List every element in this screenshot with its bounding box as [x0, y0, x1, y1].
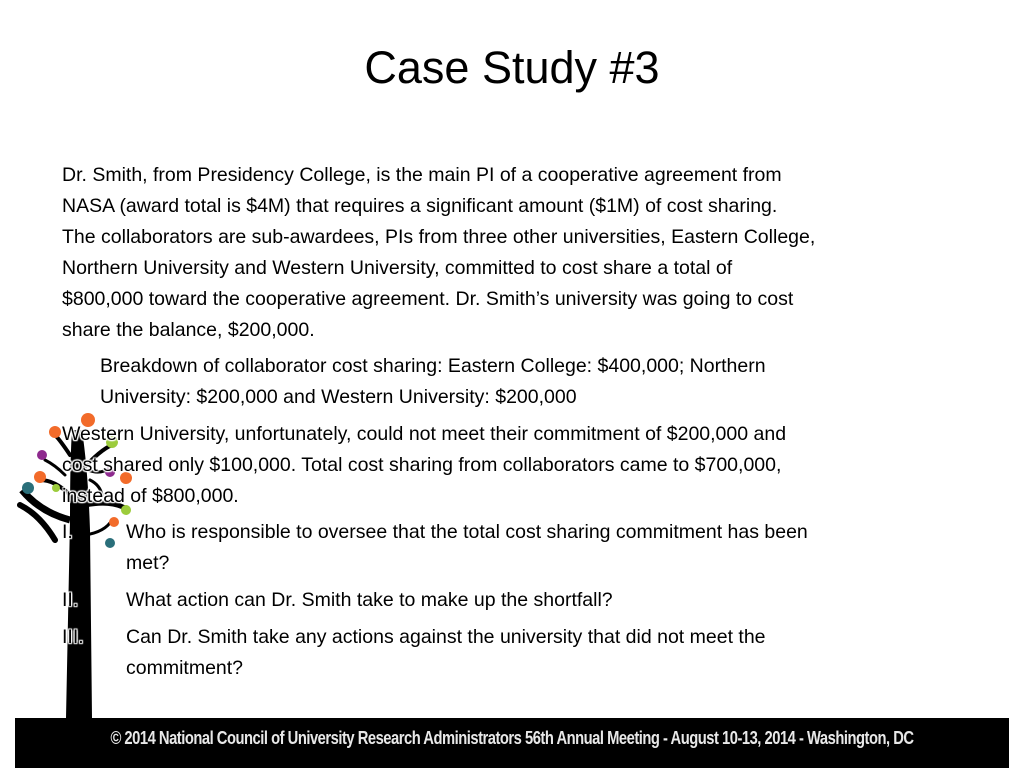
tree-logo-icon: [0, 400, 200, 730]
footer-text: © 2014 National Council of University Research Administrators 56th Annual Meeting - August 10-13, 2014 - Washington, DC: [110, 728, 914, 748]
text-line: $800,000 toward the cooperative agreement. Dr. Smith’s university was going to cost: [62, 288, 794, 310]
question-line: Can Dr. Smith take any actions against the university that did not meet the: [126, 626, 766, 648]
text-line: The collaborators are sub-awardees, PIs from three other universities, Eastern College,: [62, 226, 816, 248]
question-line: Who is responsible to oversee that the total cost sharing commitment has been: [126, 521, 808, 543]
footer-bar: [15, 718, 1009, 768]
text-line: Dr. Smith, from Presidency College, is the main PI of a cooperative agreement from: [62, 164, 782, 186]
list-marker: I.: [62, 521, 73, 543]
slide-title: Case Study #3: [364, 42, 660, 93]
list-marker: III.: [62, 626, 84, 648]
text-line: Northern University and Western University, committed to cost share a total of: [62, 257, 733, 279]
text-line: cost shared only $100,000. Total cost sharing from collaborators came to $700,000,: [62, 454, 782, 476]
question-line: commitment?: [126, 657, 244, 679]
question-line: What action can Dr. Smith take to make up the shortfall?: [126, 589, 613, 611]
text-line: share the balance, $200,000.: [62, 319, 315, 341]
question-line: met?: [126, 552, 170, 574]
text-line: Western University, unfortunately, could not meet their commitment of $200,000 and: [62, 423, 787, 445]
text-line: Breakdown of collaborator cost sharing: Eastern College: $400,000; Northern: [100, 355, 766, 377]
list-marker: II.: [62, 589, 79, 611]
text-line: NASA (award total is $4M) that requires a significant amount ($1M) of cost sharing.: [62, 195, 778, 217]
text-line: University: $200,000 and Western University: $200,000: [100, 386, 577, 408]
text-line: instead of $800,000.: [62, 485, 239, 507]
